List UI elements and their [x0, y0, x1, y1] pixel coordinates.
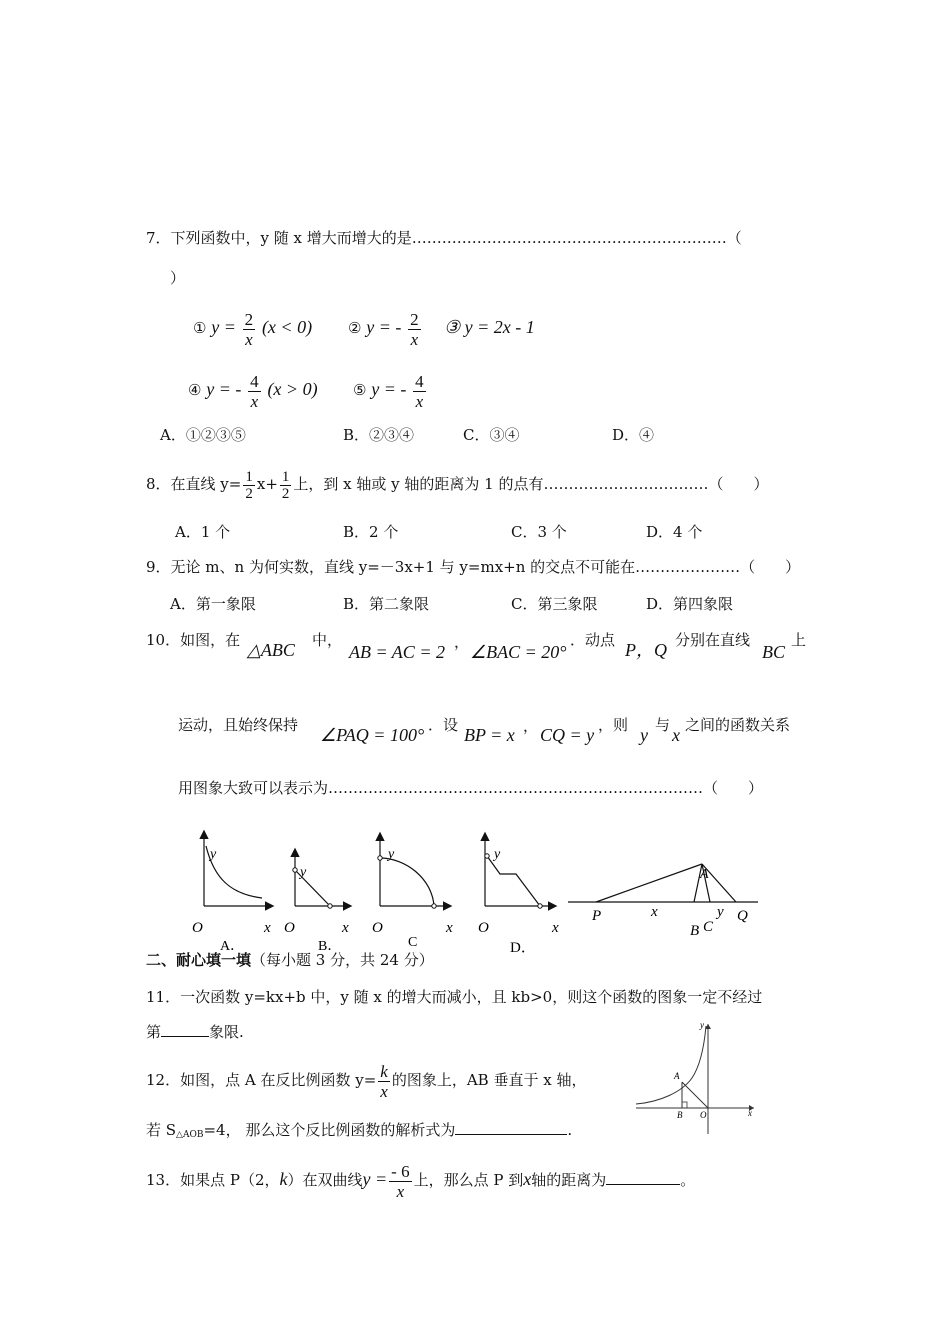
svg-text:y: y [210, 847, 217, 862]
q9-choice-c: C．第三象限 [511, 595, 598, 613]
q13-line: 13．如果点 P（2，k）在双曲线y = $\frac{- 6}{x}$ 上，那么点 P 到x轴的距离为 。 [146, 1161, 696, 1201]
svg-text:B: B [690, 923, 700, 939]
svg-text:y: y [494, 847, 501, 862]
q10-text-relation: 之间的函数关系 [685, 716, 791, 734]
svg-text:B．: B． [318, 939, 342, 954]
q7-choice-b: B．②③④ [343, 426, 415, 444]
svg-text:x: x [342, 920, 349, 936]
svg-text:x: x [651, 904, 658, 920]
section-2-heading: 二、耐心填一填（每小题 3 分，共 24 分） [146, 951, 434, 969]
svg-text:Q: Q [737, 908, 748, 924]
graph-b [284, 850, 350, 954]
svg-text:y: y [388, 847, 395, 862]
q9-stem: 9．无论 m、n 为何实数，直线 y=－3x+1 与 y=mx+n 的交点不可能在…………………（ ） [146, 558, 801, 576]
q10-line-3: 用图象大致可以表示为…………………………………………………………………（ ） [178, 779, 764, 797]
q10-var-x: x [672, 725, 680, 745]
q11-line-1: 11．一次函数 y=kx+b 中，y 随 x 的增大而减小，且 kb>0，则这个函数的图象一定不经过 [146, 988, 763, 1006]
q10-bp-eq-x: BP = x [464, 725, 515, 745]
q7-choice-d: D．④ [612, 426, 655, 444]
q12-figure [630, 1018, 760, 1138]
q7-stem: 7．下列函数中，y 随 x 增大而增大的是………………………………………………………（ [146, 229, 742, 247]
q8-choice-c: C．3 个 [511, 523, 567, 541]
graph-c [372, 834, 453, 950]
graph-d [478, 834, 559, 956]
q10-angle-bac: ∠BAC = 20° [470, 642, 567, 662]
svg-text:D．: D． [510, 940, 536, 956]
q7-choice-a: A．①②③⑤ [160, 426, 246, 444]
q7-close-paren: ） [170, 269, 186, 287]
q12-line-1: 12．如图，点 A 在反比例函数 y= $\frac{k}{x}$ 的图象上，AB 垂直于 x 轴， [146, 1061, 587, 1101]
svg-text:O: O [192, 920, 203, 936]
q9-choice-a: A．第一象限 [170, 595, 256, 613]
q10-ab-eq-ac: AB = AC = 2 [349, 642, 445, 662]
q11-line-2: 第 象限. [146, 1023, 244, 1041]
q10-bc: BC [762, 642, 786, 662]
q10-text-shang: 上 [791, 631, 807, 649]
q10-line-2-a: 运动，且始终保持 [178, 716, 299, 734]
q7-option-3: ③ y = 2x - 1 [444, 317, 535, 337]
svg-text:x: x [446, 920, 453, 936]
svg-text:C: C [408, 935, 418, 950]
q10-text-yu: 与 [655, 716, 671, 734]
q10-text-dongdian: ．动点 [570, 631, 616, 649]
q9-choice-d: D．第四象限 [646, 595, 734, 613]
q10-text-ze: ，则 [598, 716, 629, 734]
svg-text:C: C [703, 919, 714, 935]
svg-text:y: y [700, 1020, 704, 1030]
q11-blank[interactable] [161, 1036, 209, 1037]
q7-option-5: ⑤ y = - $\frac{4}{x}$ [353, 371, 424, 411]
svg-text:y: y [717, 904, 724, 920]
q10-angle-paq: ∠PAQ = 100° [320, 725, 425, 745]
svg-text:O: O [478, 920, 489, 936]
q10-graphs [0, 828, 950, 958]
svg-text:A: A [674, 1071, 680, 1081]
svg-text:y: y [300, 865, 307, 880]
q12-line-2: 若 $S_{\triangle AOB}=4$， 那么这个反比例函数的解析式为 . [146, 1121, 573, 1140]
q7-option-2: ② y = - $\frac{2}{x}$ [348, 309, 419, 349]
q12-blank[interactable] [455, 1134, 567, 1135]
q10-text-zhong: 中， [312, 631, 343, 649]
q10-triangle-abc: △ABC [247, 640, 295, 660]
q10-text-she: ．设 [428, 716, 459, 734]
q8-choice-b: B．2 个 [343, 523, 399, 541]
q8-stem: 8．在直线 y= $\frac{1}{2}$ x+ $\frac{1}{2}$ 上，到 x 轴或 y 轴的距离为 1 的点有……………………………（ ） [146, 468, 769, 502]
triangle-figure [568, 864, 758, 939]
q8-choice-d: D．4 个 [646, 523, 703, 541]
svg-text:P: P [592, 908, 602, 924]
q10-cq-eq-y: CQ = y [540, 725, 595, 745]
svg-text:O: O [700, 1110, 707, 1120]
q10-pq: P，Q [625, 640, 667, 660]
graph-a [192, 832, 272, 954]
q10-var-y: y [640, 725, 648, 745]
q10-comma-2: ， [523, 717, 539, 735]
svg-text:x: x [748, 1108, 752, 1118]
svg-text:A．: A． [220, 939, 245, 954]
q10-comma-1: ， [454, 633, 470, 651]
q7-option-4: ④ y = - $\frac{4}{x}$ (x > 0) [188, 371, 318, 411]
q10-line-1: 10．如图，在 [146, 631, 241, 649]
q7-choice-c: C．③④ [463, 426, 520, 444]
svg-text:O: O [284, 920, 295, 936]
svg-text:B: B [677, 1110, 683, 1120]
q8-choice-a: A．1 个 [175, 523, 231, 541]
q9-choice-b: B．第二象限 [343, 595, 430, 613]
q10-text-fenbie: 分别在直线 [675, 631, 751, 649]
svg-text:x: x [264, 920, 271, 936]
svg-text:O: O [372, 920, 383, 936]
svg-text:x: x [552, 920, 559, 936]
q7-option-1: ① y = $\frac{2}{x}$ (x < 0) [193, 309, 313, 349]
q13-blank[interactable] [606, 1184, 680, 1185]
svg-text:A: A [700, 867, 709, 882]
